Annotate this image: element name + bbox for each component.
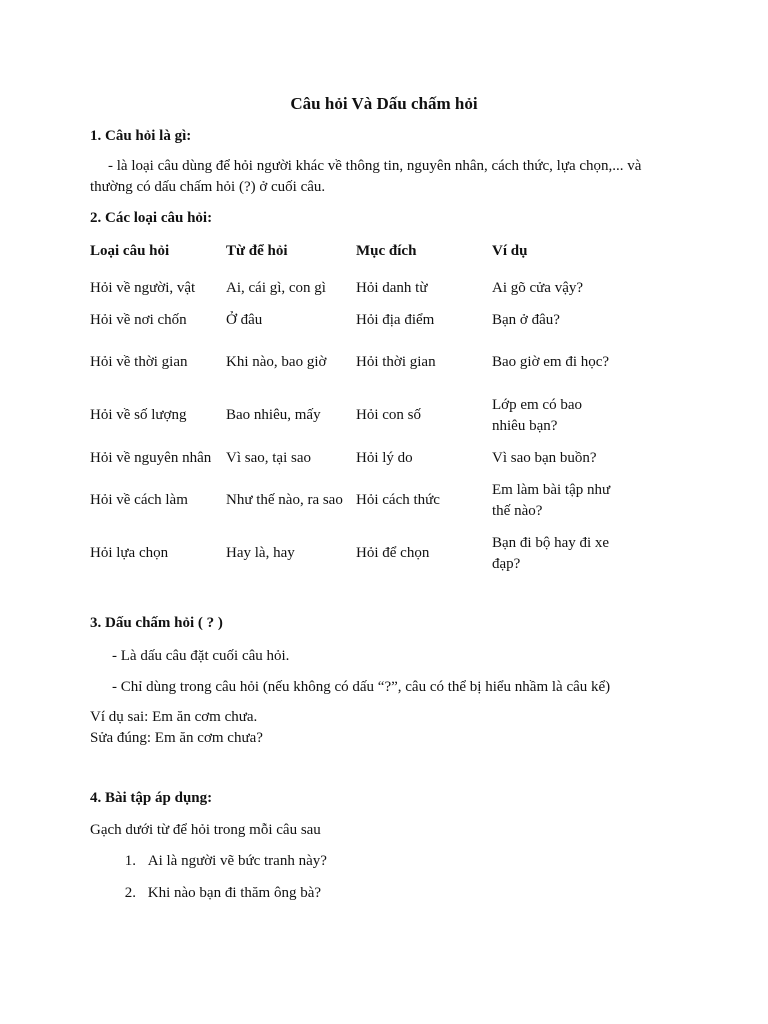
list-item-number: 1.: [124, 853, 136, 869]
table-cell: Hỏi về nguyên nhân: [90, 449, 212, 466]
table-cell: Như thế nào, ra sao: [226, 492, 343, 508]
table-header-row: [90, 230, 612, 272]
table-cell: Hỏi thời gian: [356, 354, 436, 370]
table-cell: Hỏi về người, vật: [90, 279, 196, 296]
correct-example: Sửa đúng: Em ăn cơm chưa?: [90, 730, 263, 746]
table-cell: Hỏi về cách làm: [90, 492, 188, 508]
list-item-text: Ai là người vẽ bức tranh này?: [147, 853, 327, 869]
table-header-cell: Mục đích: [356, 242, 417, 259]
list-item-text: Khi nào bạn đi thăm ông bà?: [147, 885, 322, 901]
section3-heading: 3. Dấu chấm hỏi ( ? ): [90, 615, 223, 631]
table-cell: Lớp em có bao nhiêu bạn?: [492, 396, 582, 434]
exercise-instruction: Gạch dưới từ để hỏi trong mỗi câu sau: [90, 822, 321, 838]
table-row: [90, 304, 612, 336]
table-header-cell: Loại câu hỏi: [90, 242, 170, 259]
table-row: [90, 442, 612, 474]
table-cell: Em làm bài tập như thế nào?: [492, 481, 611, 519]
section1-heading: 1. Câu hỏi là gì:: [90, 128, 192, 144]
section3-bullet2: - Chỉ dùng trong câu hỏi (nếu không có dấu “?”, câu có thể bị hiểu nhầm là câu kể): [112, 679, 611, 695]
section1-line2: thường có dấu chấm hỏi (?) ở cuối câu.: [90, 179, 326, 195]
question-types-table: [90, 230, 612, 580]
table-row: [90, 272, 612, 304]
table-cell: Ai gõ cửa vậy?: [492, 279, 584, 296]
table-cell: Hỏi để chọn: [356, 545, 430, 561]
table-cell: Khi nào, bao giờ: [226, 354, 327, 370]
table-cell: Bao nhiêu, mấy: [226, 407, 321, 423]
list-item: [90, 851, 327, 883]
table-header-cell: Ví dụ: [492, 242, 528, 259]
list-item-number: 2.: [124, 885, 136, 901]
table-cell: Hay là, hay: [226, 545, 295, 561]
table-row: [90, 389, 612, 442]
section3-bullet1: - Là dấu câu đặt cuối câu hỏi.: [112, 648, 290, 664]
section1-paragraph: [90, 156, 641, 198]
section4-heading: 4. Bài tập áp dụng:: [90, 790, 213, 806]
table-cell: Bao giờ em đi học?: [492, 354, 610, 370]
table-cell: Ai, cái gì, con gì: [226, 279, 326, 296]
table-cell: Ở đâu: [226, 311, 263, 328]
list-item: [90, 883, 327, 915]
table-cell: Bạn ở đâu?: [492, 311, 560, 328]
table-header-cell: Từ để hỏi: [226, 242, 288, 259]
table-cell: Hỏi danh từ: [356, 279, 428, 296]
table-cell: Hỏi về nơi chốn: [90, 311, 187, 328]
table-cell: Hỏi lý do: [356, 449, 413, 466]
table-cell: Hỏi về số lượng: [90, 407, 187, 423]
section1-line1: - là loại câu dùng để hỏi người khác về thông tin, nguyên nhân, cách thức, lựa chọn,... và: [108, 158, 642, 174]
table-cell: Hỏi con số: [356, 407, 421, 423]
exercise-list: [90, 851, 327, 915]
table-cell: Hỏi về thời gian: [90, 354, 188, 370]
table-row: [90, 527, 612, 580]
table-row: [90, 474, 612, 527]
table-cell: Vì sao bạn buồn?: [492, 449, 597, 466]
table-cell: Hỏi địa điểm: [356, 311, 435, 328]
table-cell: Hỏi lựa chọn: [90, 545, 169, 561]
table-cell: Hỏi cách thức: [356, 492, 440, 508]
table-row: [90, 336, 612, 389]
document-title: Câu hỏi Và Dấu chấm hỏi: [290, 94, 478, 113]
wrong-example: Ví dụ sai: Em ăn cơm chưa.: [90, 709, 258, 725]
section2-heading: 2. Các loại câu hỏi:: [90, 210, 213, 226]
table-cell: Vì sao, tại sao: [226, 449, 311, 466]
table-cell: Bạn đi bộ hay đi xe đạp?: [492, 534, 610, 572]
